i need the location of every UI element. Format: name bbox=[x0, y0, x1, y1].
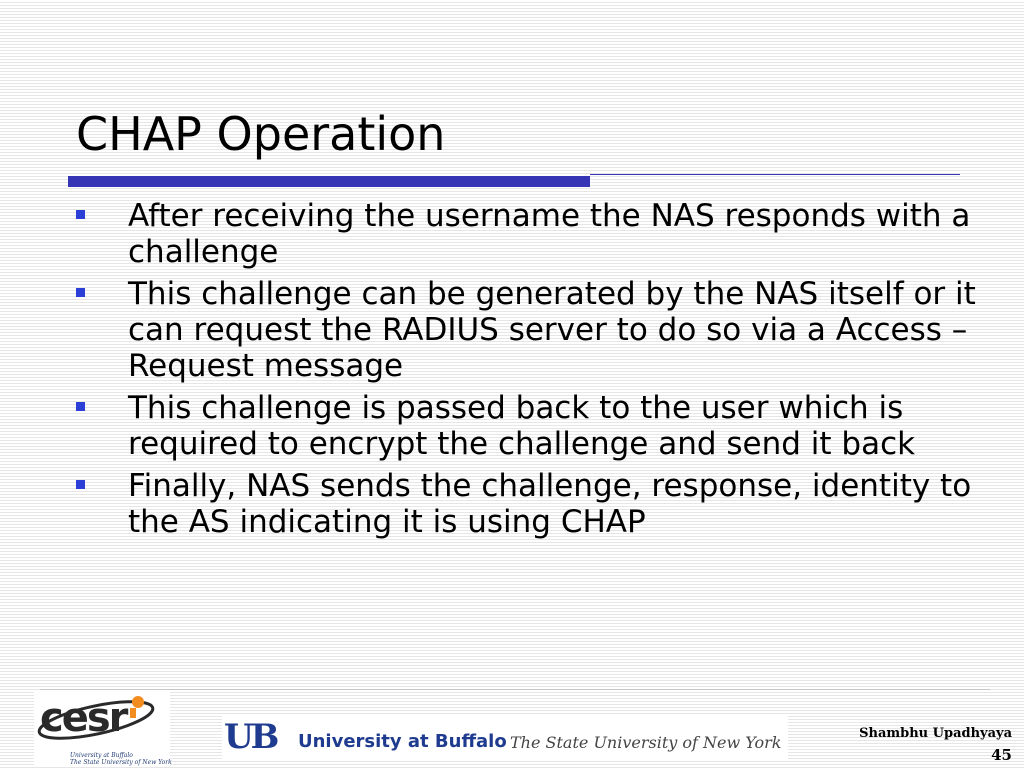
bullet-text: This challenge can be generated by the NAS itself or it can request the RADIUS server to do so via a Access – Request message bbox=[128, 276, 976, 384]
cesr-subtext bbox=[70, 752, 170, 766]
title-underline-thick bbox=[68, 176, 590, 187]
cesr-subtext-line: The State University of New York bbox=[70, 759, 172, 766]
bullet-item bbox=[76, 390, 976, 462]
slide-title: CHAP Operation bbox=[76, 107, 446, 161]
university-banner bbox=[222, 716, 788, 760]
square-bullet-icon bbox=[76, 480, 85, 489]
university-name: University at Buffalo bbox=[298, 731, 507, 752]
bullet-list bbox=[76, 198, 976, 546]
bullet-text: Finally, NAS sends the challenge, response, identity to the AS indicating it is using CHAP bbox=[128, 468, 972, 540]
cesr-wordmark: cesr bbox=[40, 695, 127, 741]
cesr-logo bbox=[34, 690, 170, 766]
square-bullet-icon bbox=[76, 402, 85, 411]
bullet-text: This challenge is passed back to the user which is required to encrypt the challenge and send it back bbox=[128, 390, 916, 462]
bullet-item bbox=[76, 198, 976, 270]
cesr-subtext-line: University at Buffalo bbox=[70, 752, 133, 759]
footer-divider bbox=[40, 689, 990, 690]
bullet-item bbox=[76, 276, 976, 384]
page-number: 45 bbox=[991, 746, 1012, 764]
bullet-item bbox=[76, 468, 976, 540]
ub-monogram-logo: UB bbox=[224, 717, 277, 757]
square-bullet-icon bbox=[76, 210, 85, 219]
square-bullet-icon bbox=[76, 288, 85, 297]
author-name: Shambhu Upadhyaya bbox=[859, 726, 1012, 741]
title-underline-thin bbox=[590, 174, 960, 175]
university-tagline: The State University of New York bbox=[510, 733, 782, 752]
bullet-text: After receiving the username the NAS responds with a challenge bbox=[128, 198, 971, 270]
